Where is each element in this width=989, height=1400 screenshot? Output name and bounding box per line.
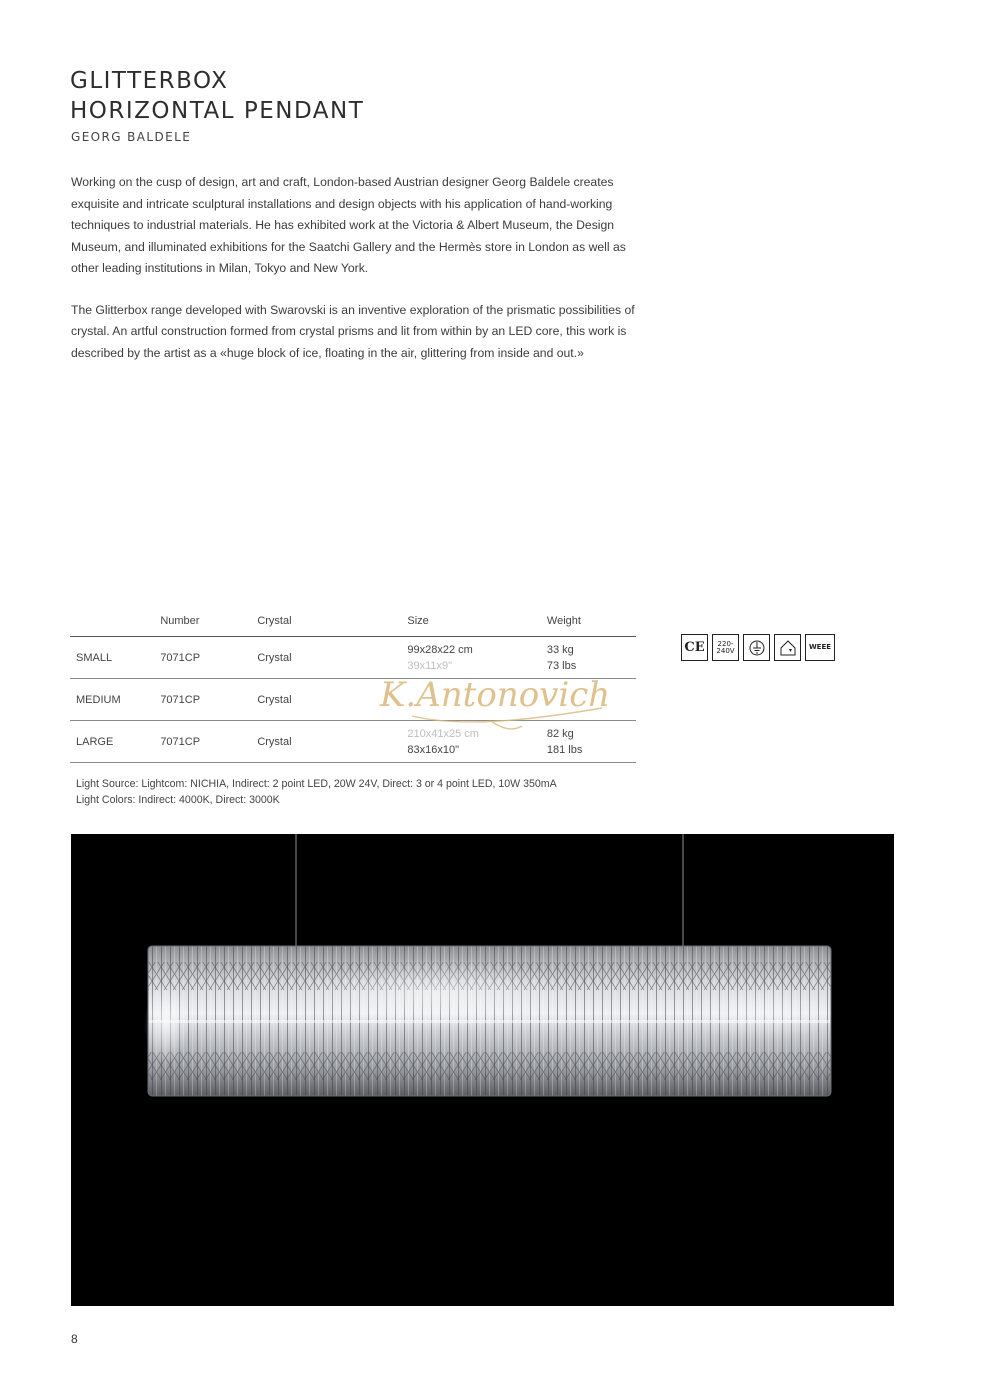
row-weight [547, 721, 636, 763]
row-size [407, 721, 547, 763]
specs-table [70, 606, 636, 763]
row-number: 7071CP [160, 637, 257, 679]
table-row [70, 679, 636, 721]
description-paragraph-1: Working on the cusp of design, art and craft, London-based Austrian designer Georg Baldele creates exquisite and intricate sculptural installations and design objects with his application of hand-working techniques to industrial materials. He has exhibited work at the Victoria & Albert Museum, the Design Museum, and illuminated exhibitions for the Saatchi Gallery and the Hermès store in London as well as other leading institutions in Milan, Tokyo and New York. [71, 175, 626, 275]
specs-header-crystal: Crystal [257, 606, 407, 637]
voltage-line-2: 240V [716, 646, 735, 655]
specs-header-size: Size [407, 606, 547, 637]
voltage-line-1: 220- [717, 639, 734, 648]
row-number: 7071CP [160, 721, 257, 763]
row-weight [547, 637, 636, 679]
certification-icons [681, 634, 835, 661]
specs-header-model [70, 606, 160, 637]
row-crystal: Crystal [257, 721, 407, 763]
designer-name: GEORG BALDELE [71, 130, 192, 144]
specs-header-number: Number [160, 606, 257, 637]
weee-icon: WEEE [805, 634, 835, 661]
row-weight-imperial: 181 lbs [546, 743, 583, 756]
row-model-name: MEDIUM [70, 679, 160, 721]
page-number: 8 [71, 1332, 78, 1346]
specs-header-weight: Weight [547, 606, 636, 637]
row-size-imperial: 83x16x10" [407, 743, 459, 756]
indoor-use-icon [774, 634, 801, 661]
product-photo [71, 834, 894, 1306]
row-number: 7071CP [160, 679, 257, 721]
row-weight-imperial: 73 lbs [546, 659, 577, 672]
specs-header-row [70, 606, 636, 637]
row-weight-metric: 82 kg [546, 727, 574, 740]
row-weight [547, 679, 636, 721]
row-model-name: LARGE [70, 721, 160, 763]
watermark-text: K.Antonovich [380, 675, 611, 715]
pendant-illustration [71, 834, 894, 1306]
description [71, 172, 646, 384]
table-row [70, 637, 636, 679]
row-weight-metric: 33 kg [546, 643, 574, 656]
light-colors-note: Light Colors: Indirect: 4000K, Direct: 3000K [76, 794, 280, 806]
row-model-name: SMALL [70, 637, 160, 679]
row-size [407, 637, 547, 679]
product-title [70, 66, 364, 126]
voltage-icon [712, 634, 739, 661]
protection-class-icon [743, 634, 770, 661]
table-row [70, 721, 636, 763]
light-notes [76, 776, 557, 808]
light-source-note: Light Source: Lightcom: NICHIA, Indirect: 2 point LED, 20W 24V, Direct: 3 or 4 point LED, 10W 350mA [76, 778, 557, 790]
row-crystal: Crystal [257, 679, 407, 721]
product-title-line-2: HORIZONTAL PENDANT [70, 98, 365, 124]
row-size [407, 679, 547, 721]
row-size-imperial: 39x11x9" [407, 659, 453, 672]
product-title-line-1: GLITTERBOX [70, 68, 229, 94]
row-size-metric: 210x41x25 cm [407, 727, 479, 740]
row-crystal: Crystal [257, 637, 407, 679]
description-paragraph-2: The Glitterbox range developed with Swarovski is an inventive exploration of the prismatic possibilities of crystal. An artful construction formed from crystal prisms and lit from within by an LED core, this work is described by the artist as a «huge block of ice, floating in the air, glittering from inside and out.» [71, 302, 635, 360]
ce-mark-icon: CE [681, 634, 708, 661]
row-size-metric: 99x28x22 cm [407, 643, 473, 656]
crystal-pendant-body [144, 946, 831, 1096]
